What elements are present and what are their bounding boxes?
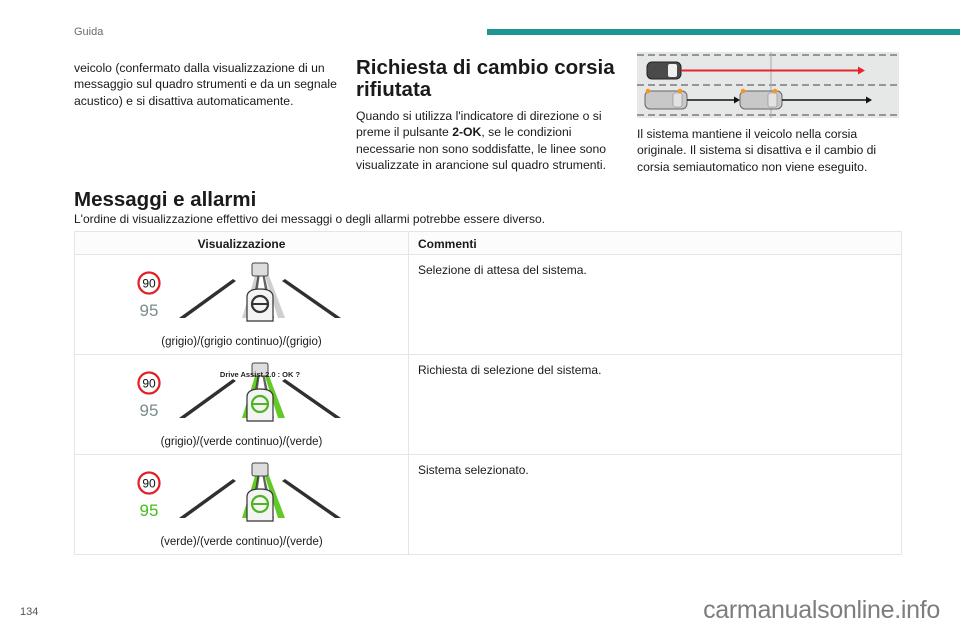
svg-text:Drive Assist 2.0 : OK ?: Drive Assist 2.0 : OK ? xyxy=(219,370,301,379)
left-lane-line xyxy=(179,479,236,518)
left-lane-line xyxy=(179,379,236,418)
left-lane-line xyxy=(179,279,236,318)
svg-text:90: 90 xyxy=(142,376,156,391)
intro-continuation-text: veicolo (confermato dalla visualizzazione di un messaggio sul quadro strumenti e da un segnale acustico) e si disattiva automaticamente. xyxy=(74,61,337,108)
lane-change-refused-section xyxy=(356,57,618,173)
instrument-cluster-graphic xyxy=(135,461,355,533)
lane-change-diagram xyxy=(637,52,899,118)
lane-diagram-description: Il sistema mantiene il veicolo nella corsia originale. Il sistema si disattiva e il cambio di corsia semiautomatico non viene eseguito. xyxy=(637,127,877,174)
page-number: 134 xyxy=(20,606,39,618)
display-caption: (verde)/(verde continuo)/(verde) xyxy=(160,536,323,548)
display-cell xyxy=(75,255,409,355)
messages-section-title: Messaggi e allarmi xyxy=(74,188,257,211)
svg-text:95: 95 xyxy=(139,501,159,520)
right-lane-line xyxy=(282,379,341,418)
svg-text:90: 90 xyxy=(142,476,156,491)
body-text: Quando si utilizza l'indicatore di direzione o si preme il pulsante xyxy=(356,109,602,140)
lane-change-refused-title: Richiesta di cambio corsia rifiutata xyxy=(356,56,615,101)
grey-car-icon xyxy=(740,89,782,109)
watermark: carmanualsonline.info xyxy=(703,596,940,624)
header-accent-bar xyxy=(487,29,960,35)
button-name-2ok: 2-OK xyxy=(452,125,482,140)
instrument-cluster-graphic xyxy=(135,261,355,333)
comment-cell: Richiesta di selezione del sistema. xyxy=(409,355,902,455)
messages-section-intro: L'ordine di visualizzazione effettivo dei messaggi o degli allarmi potrebbe essere diverso. xyxy=(74,212,545,226)
running-header-section: Guida xyxy=(74,26,104,38)
svg-text:95: 95 xyxy=(139,401,159,420)
display-cell xyxy=(75,455,409,555)
comment-cell: Selezione di attesa del sistema. xyxy=(409,255,902,355)
right-lane-line xyxy=(282,279,341,318)
lead-vehicle-icon xyxy=(252,263,268,276)
column-header-comments: Commenti xyxy=(409,232,902,255)
instrument-cluster-graphic xyxy=(135,361,355,433)
lane-change-refused-body xyxy=(356,108,618,173)
table-row xyxy=(75,255,902,355)
lane-diagram-section xyxy=(637,52,907,175)
table-row xyxy=(75,355,902,455)
dark-car-icon xyxy=(647,62,681,79)
table-header-row xyxy=(75,232,902,255)
table-row xyxy=(75,455,902,555)
grey-car-icon xyxy=(645,89,687,109)
display-caption: (grigio)/(grigio continuo)/(grigio) xyxy=(161,336,322,348)
comment-cell: Sistema selezionato. xyxy=(409,455,902,555)
lead-vehicle-icon xyxy=(252,463,268,476)
column-header-display: Visualizzazione xyxy=(75,232,409,255)
right-lane-line xyxy=(282,479,341,518)
display-caption: (grigio)/(verde continuo)/(verde) xyxy=(160,436,323,448)
svg-text:95: 95 xyxy=(139,301,159,320)
body-text: , se le condizioni necessarie non sono soddisfatte, le linee sono visualizzate in arancione sul quadro strumenti. xyxy=(356,125,607,172)
display-cell xyxy=(75,355,409,455)
svg-text:90: 90 xyxy=(142,276,156,291)
messages-table xyxy=(74,231,902,555)
